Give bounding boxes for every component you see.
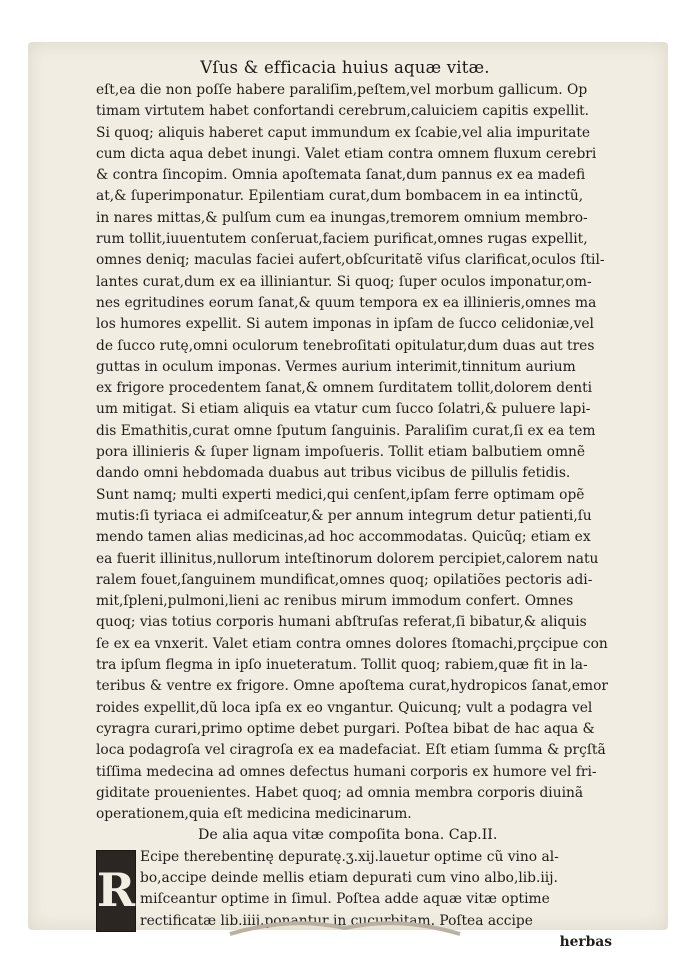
text-line: teribus & ventre ex frigore. Omne apoſtema curat,hydropicos ſanat,emor xyxy=(96,678,608,695)
text-line: ex frigore procedentem ſanat,& omnem ſurditatem tollit,dolorem denti xyxy=(96,380,593,397)
text-line: tiſſima medecina ad omnes defectus humani corporis ex humore vel fri- xyxy=(96,763,597,780)
text-line: mutis:ſi tyriaca ei admiſceatur,& per annum integrum detur patienti,ſu xyxy=(96,507,592,524)
catchword: herbas xyxy=(559,933,612,950)
text-line: um mitigat. Si etiam aliquis ea vtatur cum ſucco ſolatri,& puluere lapi- xyxy=(96,401,591,418)
running-header: Vſus & efficacia huius aquæ vitæ. xyxy=(200,58,490,77)
drop-cap-initial: R xyxy=(96,850,136,932)
text-line: ralem fouet,ſanguinem mundificat,omnes quoq; opilatiões pectoris adi- xyxy=(96,571,593,588)
text-line: los humores expellit. Si autem imponas in ipſam de ſucco celidoniæ,vel xyxy=(96,316,594,333)
text-line: operationem,quia eſt medicina medicinarum. xyxy=(96,806,412,823)
text-line: quoq; vias totius corporis humani abſtruſas referat,ſi bibatur,& aliquis xyxy=(96,614,587,631)
text-line: dando omni hebdomada duabus aut tribus vicibus de pillulis fetidis. xyxy=(96,465,571,482)
main-text xyxy=(96,80,616,825)
text-line: dis Emathitis,curat omne ſputum ſanguinis. Paraliſim curat,ſi ex ea tem xyxy=(96,422,596,439)
text-line: mendo tamen alias medicinas,ad hoc accommodatas. Quicũq; etiam ex xyxy=(96,529,591,546)
text-line: nes egritudines eorum ſanat,& quum tempora ex ea illinieris,omnes ma xyxy=(96,294,597,311)
text-line: roides expellit,dũ loca ipſa ex eo vngantur. Quicunq; vult a podagra vel xyxy=(96,699,593,716)
text-line: mit,ſpleni,pulmoni,lieni ac renibus mirum immodum confert. Omnes xyxy=(96,593,574,610)
text-line: timam virtutem habet confortandi cerebrum,caluiciem capitis expellit. xyxy=(96,103,589,120)
text-line: Sunt namq; multi experti medici,qui cenſent,ipſam ferre optimam opẽ xyxy=(96,486,585,503)
text-line: bo,accipe deinde mellis etiam depurati cum vino albo,lib.iij. xyxy=(140,869,558,886)
text-line: & contra ſincopim. Omnia apoſtemata ſanat,dum pannus ex ea madefi xyxy=(96,167,586,184)
text-line: ſe ex ea vnxerit. Valet etiam contra omnes dolores ſtomachi,prçcipue con xyxy=(96,635,608,652)
text-line: ea fuerit illinitus,nullorum inteſtinorum dolorem percipiet,calorem natu xyxy=(96,550,599,567)
text-line: de ſucco rutę,omni oculorum tenebroſitati opitulatur,dum duas aut tres xyxy=(96,337,595,354)
text-line: lantes curat,dum ex ea illiniantur. Si quoq; ſuper oculos imponatur,om- xyxy=(96,273,592,290)
text-line: guttas in oculum imponas. Vermes aurium interimit,tinnitum aurium xyxy=(96,358,576,375)
text-line: pora illinieris & ſuper lignam impoſueris. Tollit etiam balbutiem omnẽ xyxy=(96,444,586,461)
text-line: miſceantur optime in ſimul. Poſtea adde aquæ vitæ optime xyxy=(140,891,550,908)
chapter-heading: De alia aqua vitæ compoſita bona. Cap.II. xyxy=(198,827,498,844)
text-line: in nares mittas,& pulſum cum ea inungas,tremorem omnium membro- xyxy=(96,209,588,226)
text-line: cum dicta aqua debet inungi. Valet etiam contra omnem fluxum cerebri xyxy=(96,145,597,162)
text-line: rectificatæ lib.iiij.ponantur in cucurbitam. Poſtea accipe xyxy=(140,912,533,929)
text-line: eſt,ea die non poſſe habere paraliſim,peſtem,vel morbum gallicum. Op xyxy=(96,82,588,98)
text-line: rum tollit,iuuentutem conſeruat,faciem purificat,omnes rugas expellit, xyxy=(96,231,588,248)
text-line: tra ipſum flegma in ipſo inueteratum. Tollit quoq; rabiem,quæ fit in la- xyxy=(96,657,588,674)
text-line: cyragra curari,primo optime debet purgari. Poſtea bibat de hac aqua & xyxy=(96,720,595,737)
text-line: giditate prouenientes. Habet quoq; ad omnia membra corporis diuinã xyxy=(96,784,584,801)
text-line: loca podagroſa vel ciragroſa ex ea madefaciat. Eſt etiam ſumma & prçſtã xyxy=(96,742,606,759)
text-line: Si quoq; aliquis haberet caput immundum ex ſcabie,vel alia impuritate xyxy=(96,124,591,141)
text-body xyxy=(96,80,616,953)
text-line: omnes deniq; maculas faciei aufert,obſcuritatẽ viſus clarificat,oculos ſtil- xyxy=(96,252,605,269)
page-ornament xyxy=(220,918,470,936)
text-line: Ecipe therebentinę depuratę.ʒ.xij.lauetur optime cũ vino al- xyxy=(140,848,559,865)
text-line: at,& ſuperimponatur. Epilentiam curat,dum bombacem in ea intinctũ, xyxy=(96,188,584,205)
